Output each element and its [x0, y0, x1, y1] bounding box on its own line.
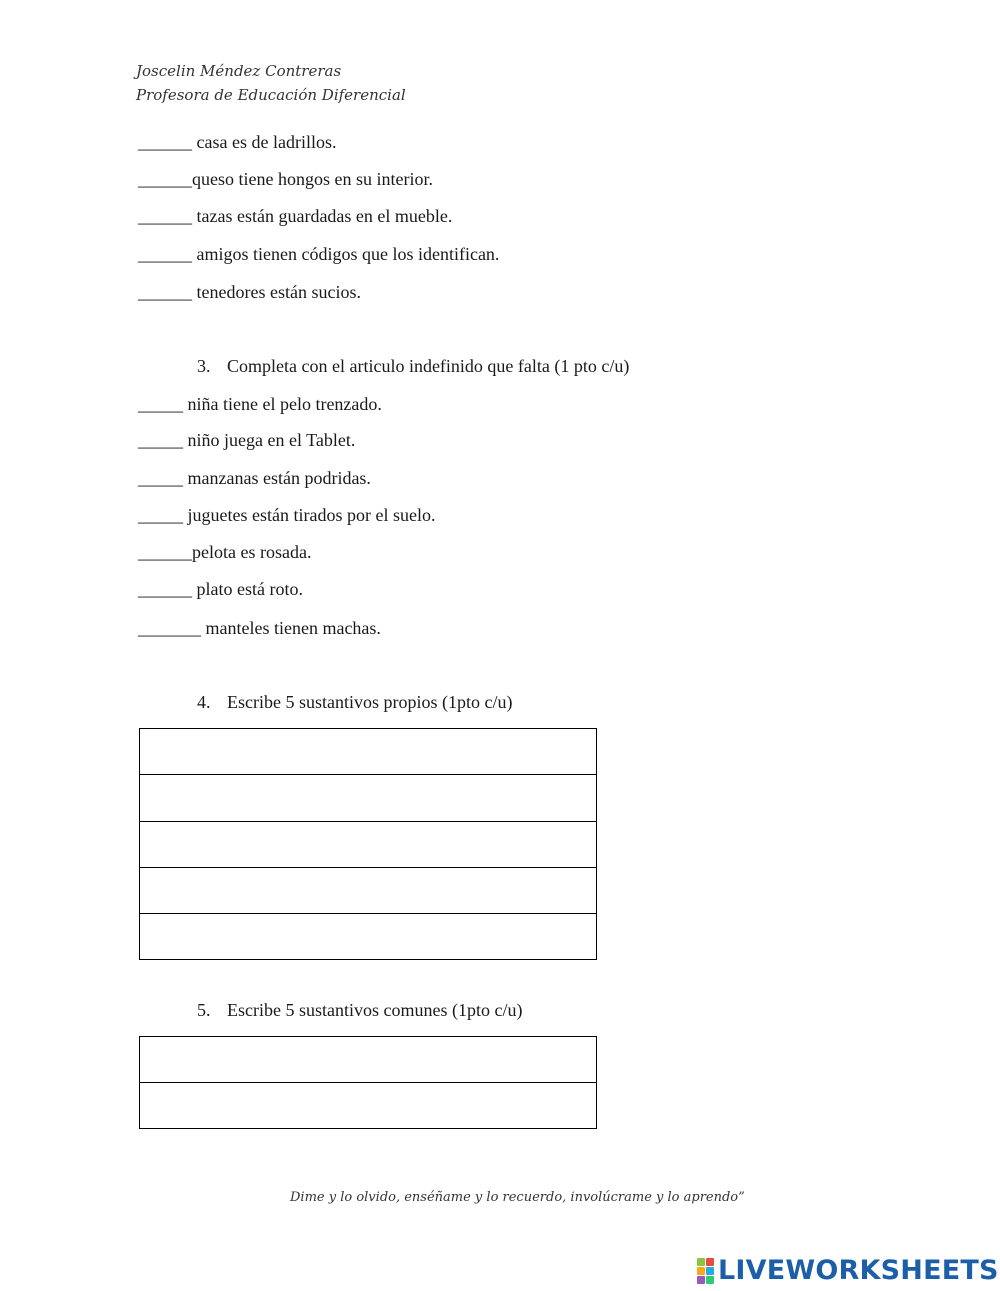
- footer-quote: Dime y lo olvido, enséñame y lo recuerdo, involúcrame y lo aprendo”: [290, 1190, 745, 1205]
- logo-block: [706, 1267, 714, 1275]
- exercise-line: _____ niña tiene el pelo trenzado.: [138, 394, 382, 414]
- common-nouns-answer-table: [139, 1036, 597, 1129]
- answer-field[interactable]: [140, 729, 596, 774]
- author-name: Joscelin Méndez Contreras: [136, 62, 342, 80]
- logo-block: [697, 1276, 705, 1284]
- answer-field[interactable]: [140, 821, 596, 867]
- exercise-line: ______ plato está roto.: [138, 579, 303, 599]
- liveworksheets-brand: LIVEWORKSHEETS: [718, 1255, 999, 1286]
- answer-field[interactable]: [140, 1037, 596, 1082]
- section-instruction: Escribe 5 sustantivos propios (1pto c/u): [227, 692, 513, 712]
- exercise-line: ______pelota es rosada.: [138, 542, 312, 562]
- exercise-line: ______ tenedores están sucios.: [138, 282, 361, 302]
- exercise-line: _____ juguetes están tirados por el suelo.: [138, 505, 436, 525]
- exercise-line: ______queso tiene hongos en su interior.: [138, 169, 433, 189]
- section-number: 3.: [197, 356, 211, 376]
- answer-field[interactable]: [140, 913, 596, 959]
- answer-field[interactable]: [140, 774, 596, 821]
- exercise-line: _____ manzanas están podridas.: [138, 468, 371, 488]
- author-role: Profesora de Educación Diferencial: [136, 86, 406, 104]
- answer-field[interactable]: [140, 867, 596, 913]
- exercise-line: _____ niño juega en el Tablet.: [138, 430, 356, 450]
- logo-block: [697, 1267, 705, 1275]
- exercise-line: ______ amigos tienen códigos que los identifican.: [138, 244, 500, 264]
- proper-nouns-answer-table: [139, 728, 597, 960]
- exercise-line: _______ manteles tienen machas.: [138, 618, 381, 638]
- answer-field[interactable]: [140, 1082, 596, 1128]
- logo-block: [697, 1258, 705, 1266]
- exercise-line: ______ casa es de ladrillos.: [138, 132, 337, 152]
- liveworksheets-logo: [697, 1256, 999, 1286]
- section-number: 4.: [197, 692, 211, 712]
- section-instruction: Escribe 5 sustantivos comunes (1pto c/u): [227, 1000, 523, 1020]
- section-instruction: Completa con el articulo indefinido que falta (1 pto c/u): [227, 356, 630, 376]
- exercise-line: ______ tazas están guardadas en el mueble.: [138, 206, 453, 226]
- logo-block: [706, 1258, 714, 1266]
- logo-block: [706, 1276, 714, 1284]
- section-number: 5.: [197, 1000, 211, 1020]
- liveworksheets-icon: [697, 1258, 714, 1284]
